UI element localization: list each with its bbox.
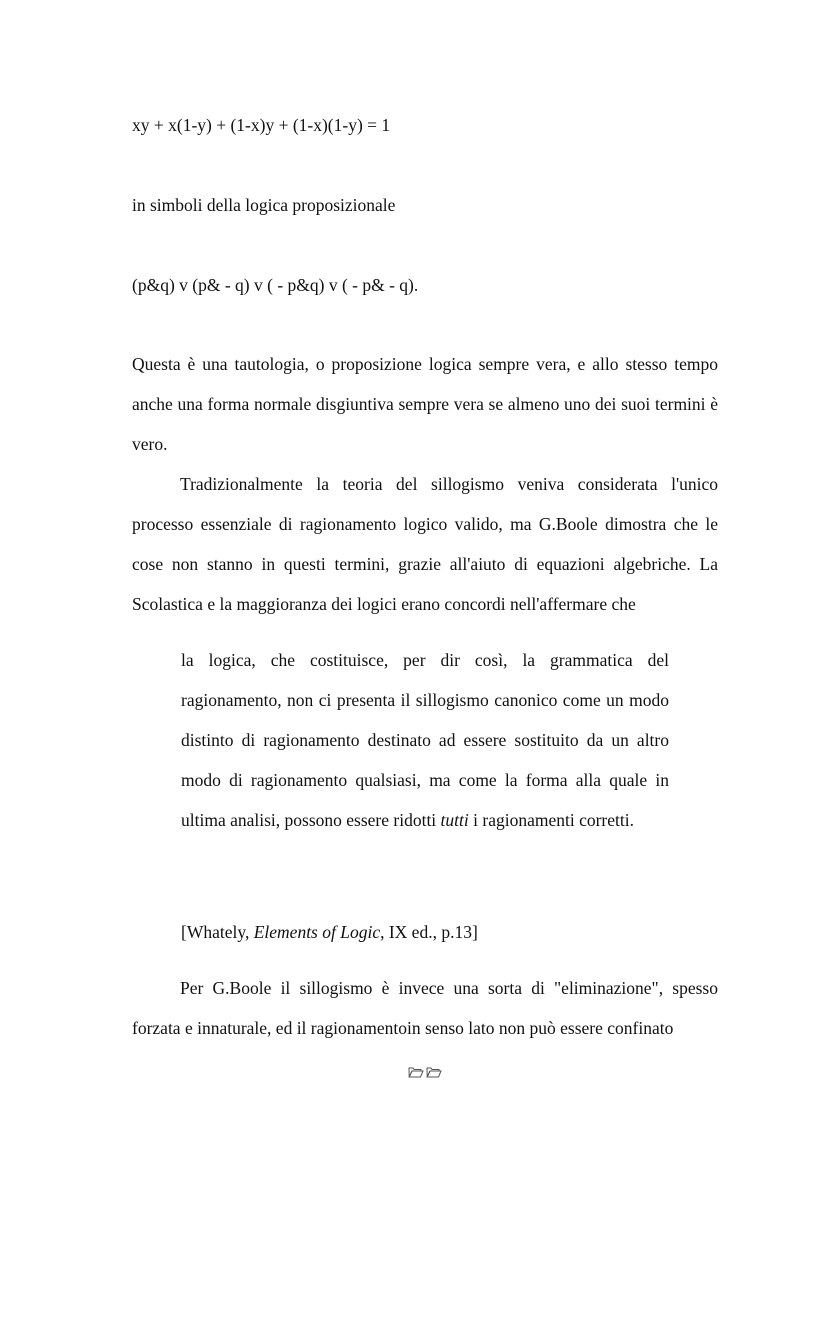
- paragraph-syllogism: Tradizionalmente la teoria del sillogismo veniva considerata l'unico processo essenziale di ragionamento logico valido, ma G.Boole dimostra che le cose non stanno in questi termini, grazie all'aiuto di equazioni algebriche. La Scolastica e la maggioranza dei logici erano concordi nell'affermare che: [132, 474, 718, 614]
- block-quote: [181, 640, 669, 840]
- paragraph-boole: Per G.Boole il sillogismo è invece una sorta di "eliminazione", spesso forzata e innaturale, ed il ragionamentoin senso lato non può essere confinato: [132, 978, 718, 1038]
- citation-prefix: [Whately,: [181, 922, 254, 942]
- quote-text-end: i ragionamenti corretti.: [468, 810, 634, 830]
- equation: xy + x(1-y) + (1-x)y + (1-x)(1-y) = 1: [132, 115, 391, 135]
- folder-open-icon: [426, 1066, 442, 1078]
- quote-text: la logica, che costituisce, per dir così, la grammatica del ragionamento, non ci presenta il sillogismo canonico come un modo distinto di ragionamento destinato ad essere sostituito da un altro modo di ragionamento qualsiasi, ma come la forma alla quale in ultima analisi, possono essere ridotti: [181, 650, 669, 830]
- folder-open-icon: [408, 1066, 424, 1078]
- caption-text: in simboli della logica proposizionale: [132, 195, 396, 215]
- paragraph-tautology: Questa è una tautologia, o proposizione logica sempre vera, e allo stesso tempo anche una forma normale disgiuntiva sempre vera se almeno uno dei suoi termini è vero.: [132, 354, 718, 454]
- citation-title: Elements of Logic: [253, 922, 381, 942]
- citation-suffix: , IX ed., p.13]: [380, 922, 478, 942]
- quote-emphasis: tutti: [440, 810, 469, 830]
- citation: [181, 921, 478, 943]
- page-mark: [408, 1066, 442, 1078]
- propositional-formula: (p&q) v (p& - q) v ( - p&q) v ( - p& - q).: [132, 275, 419, 295]
